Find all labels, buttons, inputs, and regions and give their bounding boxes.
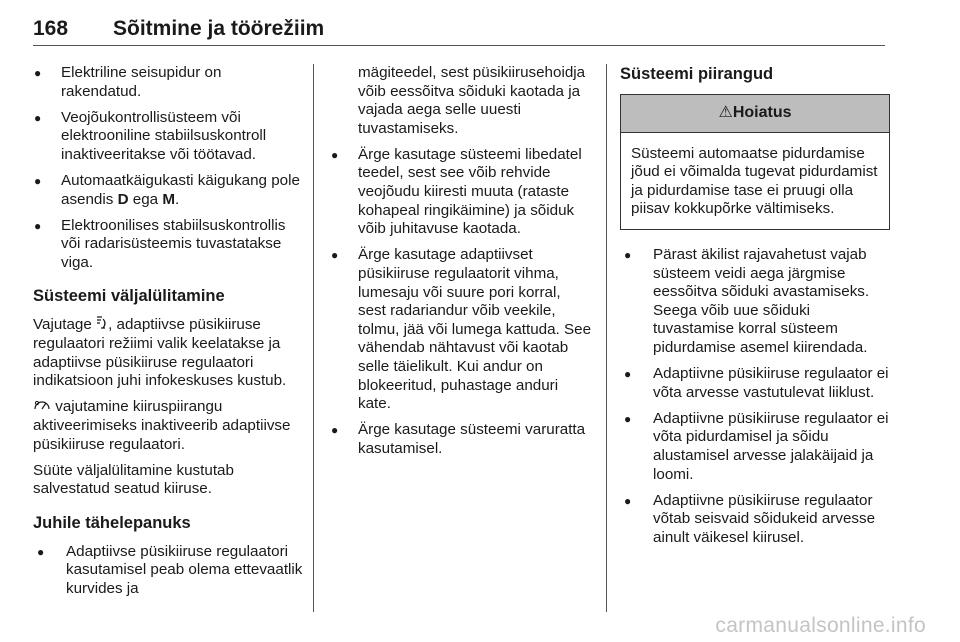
speed-limiter-icon: [33, 398, 51, 417]
list-item: ● Adaptiivne püsikiiruse regulaator ei võta arvesse vastutulevat liiklust.: [620, 365, 890, 402]
list-item: [33, 172, 305, 209]
section-heading: Süsteemi piirangud: [620, 65, 774, 83]
warning-box: [620, 94, 890, 230]
text: Automaatkäigukasti käigukang pole asendis: [61, 171, 300, 208]
bullet-list: [33, 64, 305, 272]
gear-d: D: [117, 190, 129, 208]
column-3: [620, 64, 890, 555]
warning-triangle-icon: ⚠: [718, 104, 733, 121]
bullet-list: [33, 543, 305, 599]
list-item: ● Adaptiivne püsikiiruse regulaator võtab seisvaid sõidukeid arvesse ainult väikesel kiirusel.: [620, 492, 890, 548]
warning-header: [621, 95, 889, 133]
paragraph: Süüte väljalülitamine kustutab salvestatud seatud kiiruse.: [33, 461, 234, 498]
cruise-control-icon: [96, 316, 108, 335]
bullet-list: [330, 146, 592, 459]
list-item: ● Elektriline seisupidur on rakendatud.: [33, 64, 305, 101]
gear-m: M: [162, 190, 175, 208]
list-item: ● Pärast äkilist rajavahetust vajab süsteem veidi aega järgmise eessõitva sõiduki avastamiseks. Seega võib uue sõiduki tuvastamise korral süsteem pidurdamise asemel kiirendada.: [620, 246, 890, 358]
column-1: [33, 64, 305, 606]
list-item: ● Veojõukontrollisüsteem või elektrooniline stabiilsuskontroll inaktiveeritakse või töötavad.: [33, 109, 305, 165]
page-header: [33, 2, 885, 46]
text: .: [174, 190, 180, 208]
paragraph: [33, 316, 305, 390]
continued-text: mägiteedel, sest püsikiirusehoidja võib eessõitva sõiduki kaotada ja vajada aega selle uuesti tuvastamiseks.: [358, 64, 586, 137]
list-item: ● Ärge kasutage adaptiivset püsikiiruse regulaatorit vihma, lumesaju või suure pori korral, sest radariandur võib veekile, tolmu, jää või lumega kattuda. See vähendab nähtavust või kaotab selle täielikult. Kui andur on blokeeritud, puhastage anduri kate.: [330, 246, 592, 413]
column-2: [330, 64, 592, 466]
warning-text: Süsteemi automaatse pidurdamise jõud ei võimalda tugevat pidurdamist ja pidurdamise tase ei pruugi olla piisav kokkupõrke vältimiseks.: [631, 144, 878, 218]
section-heading: Juhile tähelepanuks: [33, 513, 191, 532]
text: Vajutage: [33, 316, 97, 334]
page-number: 168: [33, 17, 69, 40]
bullet-list: [620, 246, 890, 547]
list-item: ● Adaptiivse püsikiiruse regulaatori kasutamisel peab olema ettevaatlik kurvides ja: [33, 543, 305, 599]
page-title: Sõitmine ja töörežiim: [113, 17, 325, 40]
text: , adaptiivse püsikiiruse regulaatori režiimi valik keelatakse ja adaptiivse püsikiiruse regulaatori indikatsioon juhi infokeskuses kustub.: [33, 316, 287, 390]
column-divider: [313, 64, 314, 612]
watermark: carmanualsonline.info: [715, 614, 926, 637]
list-item: ● Adaptiivne püsikiiruse regulaator ei võta pidurdamisel ja sõidu alustamisel arvesse jalakäijaid ja loomi.: [620, 410, 890, 484]
text: ega: [128, 190, 163, 208]
column-divider: [606, 64, 607, 612]
paragraph: [33, 398, 305, 454]
text: vajutamine kiiruspiirangu aktiveerimiseks inaktiveerib adaptiivse püsikiiruse regulaatori.: [33, 398, 291, 453]
warning-title: Hoiatus: [732, 104, 792, 121]
list-item: ● Ärge kasutage süsteemi libedatel teedel, sest see võib rehvide veojõudu kiiresti muuta (rataste kohapeal ringikäimine) ja sõiduk võib juhitavuse kaotada.: [330, 146, 592, 239]
list-item: ● Elektroonilises stabiilsuskontrollis või radarisüsteemis tuvastatakse viga.: [33, 217, 305, 273]
list-item: ● Ärge kasutage süsteemi varuratta kasutamisel.: [330, 421, 592, 458]
section-heading: Süsteemi väljalülitamine: [33, 287, 225, 306]
